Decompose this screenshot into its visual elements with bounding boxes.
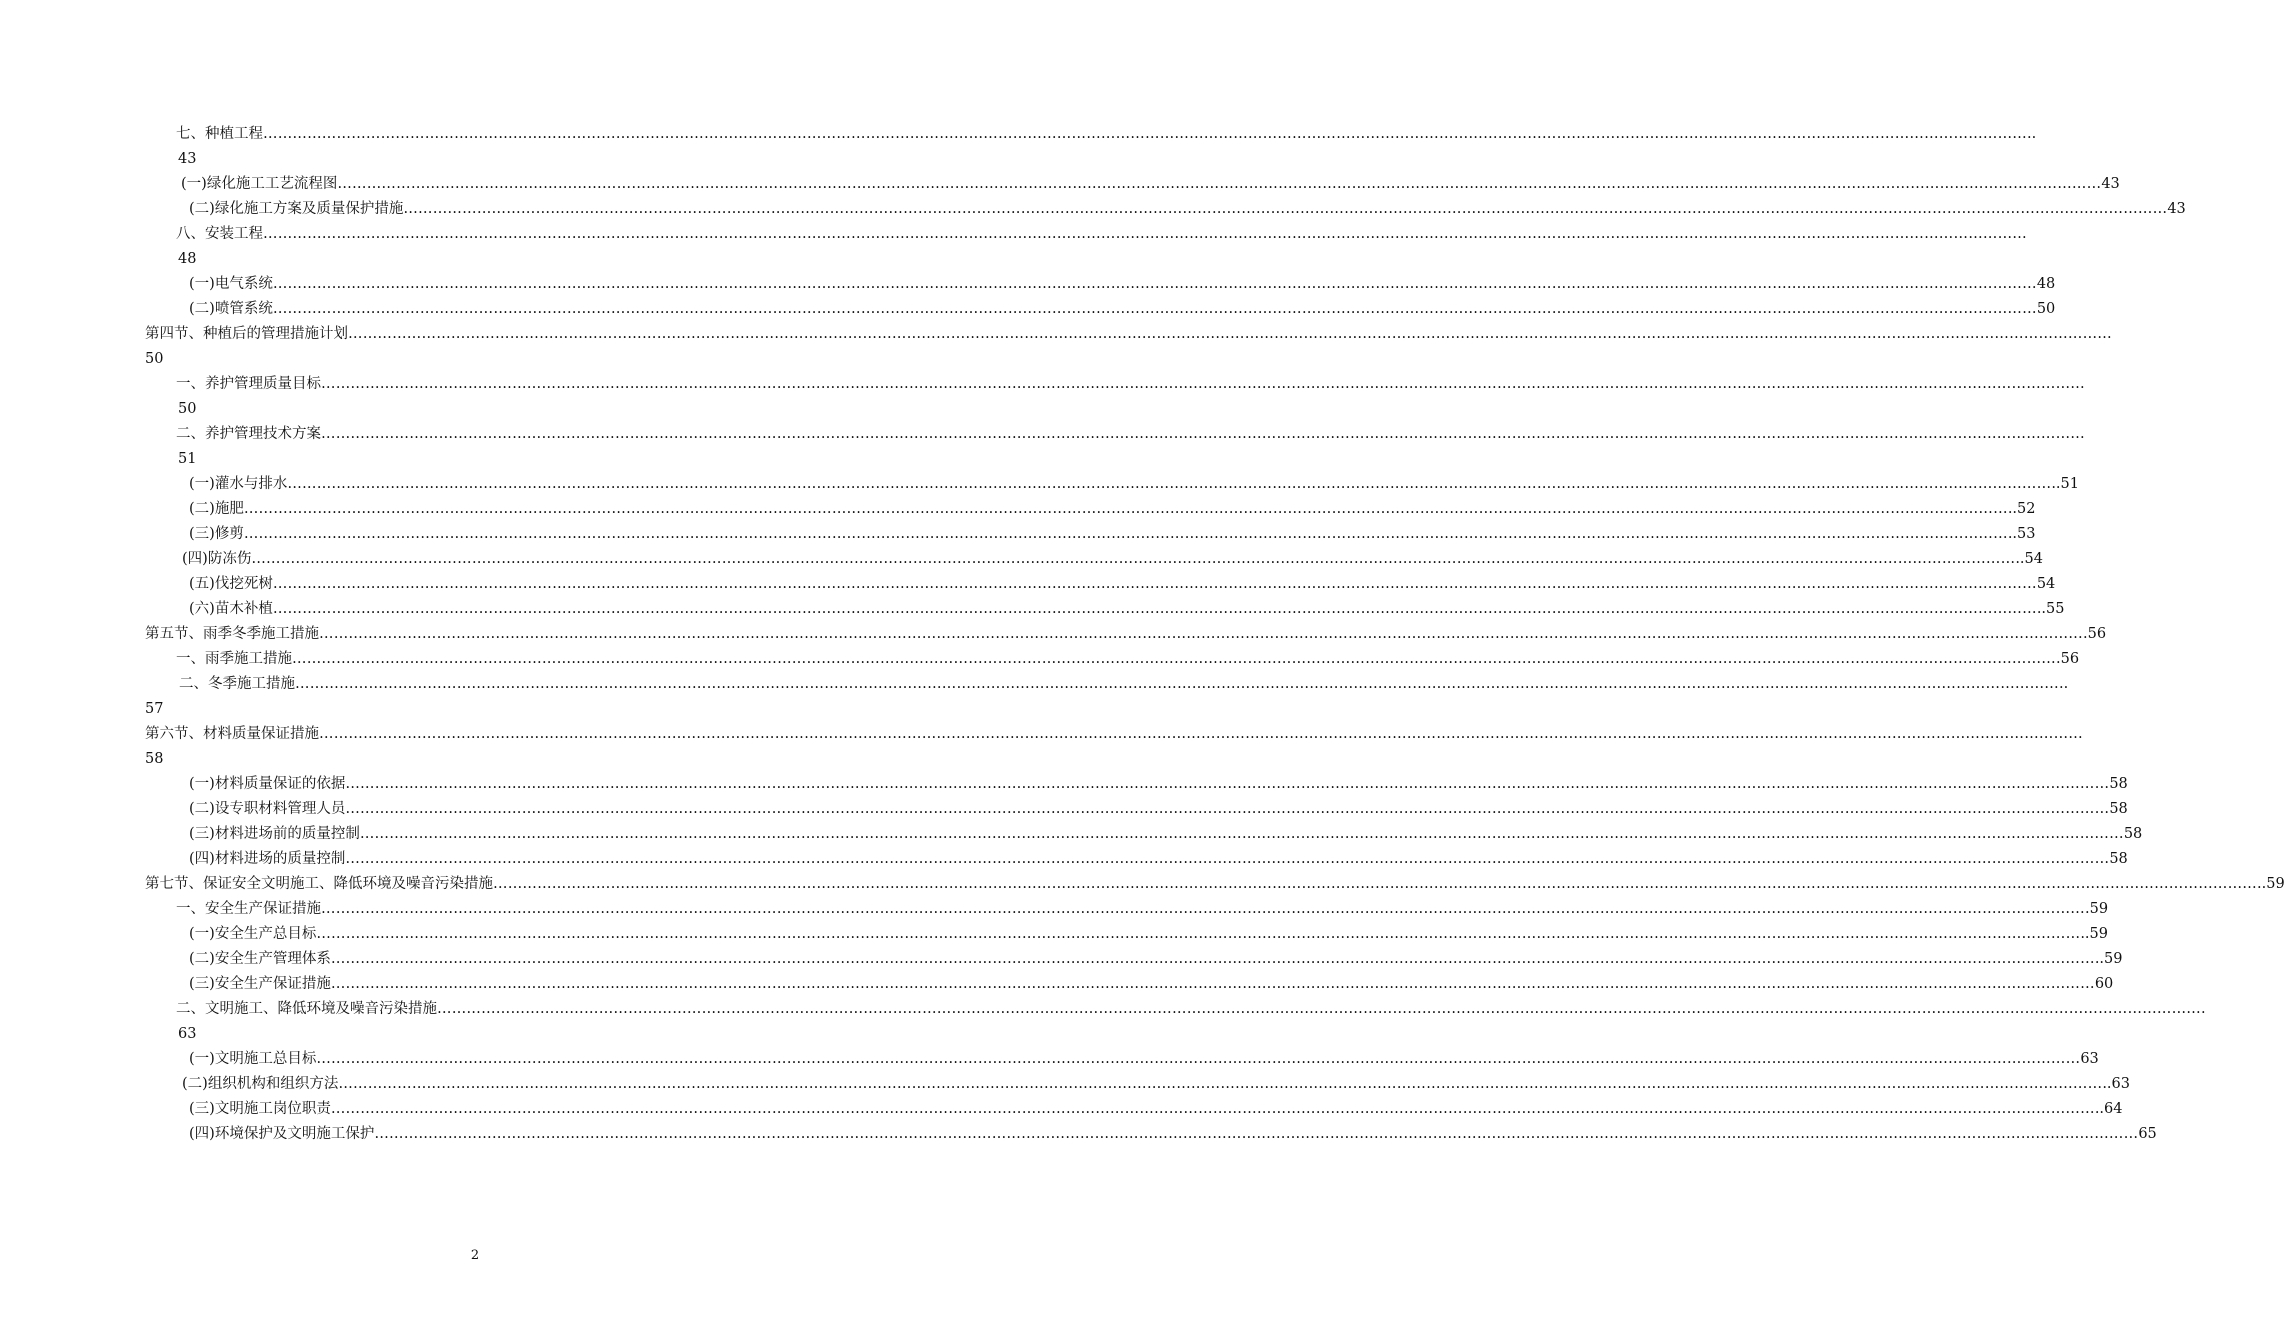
toc-entry[interactable] [189,597,2065,622]
toc-entry-page: .. [2027,126,2037,142]
toc-entry-page-wrapped: 50 [178,401,197,417]
toc-entry-page: 43 [2167,201,2186,217]
toc-leader-dots: ……………………………………………………………………………………………………………………………………………………………………………………………………………………………………………………………………………………………………………………………… [345,801,2110,817]
toc-entry-page-wrapped: 50 [145,351,164,367]
toc-leader-dots: ……………………………………………………………………………………………………………………………………………………………………………………………………………………………………………………………………………………………………………………………… [272,576,2037,592]
toc-leader-dots: ……………………………………………………………………………………………………………………………………………………………………………………………………………………………………………………………………………………………………………………………… [330,951,2095,967]
toc-leader-dots: ……………………………………………………………………………………………………………………………………………………………………………………………………………………………………………………………………………………………………………………………… [359,826,2124,842]
toc-entry-page: ..59 [2080,926,2108,942]
toc-entry[interactable] [176,647,2080,672]
toc-entry-page: ..55 [2036,601,2065,617]
toc-leader-dots: ……………………………………………………………………………………………………………………………………………………………………………………………………………………………………………………………………………………………………………………………… [374,1126,2139,1142]
toc-entry[interactable] [176,122,2037,147]
toc-entry-page: 58 [2109,776,2128,792]
toc-entry[interactable] [176,897,2109,922]
toc-entry[interactable] [189,197,2186,222]
toc-entry-page: ..64 [2094,1101,2123,1117]
toc-entry-page-wrapped: 43 [178,151,197,167]
page-number: 2 [470,1248,480,1263]
toc-entry-title: (一)灌水与排水 [189,476,288,492]
toc-entry[interactable] [189,497,2036,522]
toc-entry-title: (六)苗木补植 [189,601,273,617]
toc-entry-title: 第四节、种植后的管理措施计划 [145,326,348,342]
toc-entry[interactable] [145,622,2107,647]
toc-entry-page: .56 [2056,651,2080,667]
toc-entry-page-wrapped: 57 [145,701,164,717]
toc-entry[interactable] [176,372,2085,397]
toc-entry-page-wrapped: 51 [178,451,197,467]
toc-entry[interactable] [181,172,2120,197]
toc-leader-dots: ……………………………………………………………………………………………………………………………………………………………………………………………………………………………………………………………………………………………………………………………… [403,201,2168,217]
toc-entry-page-wrapped: 48 [178,251,197,267]
toc-entry-title: 二、冬季施工措施 [179,676,295,692]
toc-leader-dots: ……………………………………………………………………………………………………………………………………………………………………………………………………………………………………………………………………………………………………………………………… [272,601,2037,617]
toc-entry-title: 第六节、材料质量保证措施 [145,726,319,742]
toc-entry-title: (二)组织机构和组织方法 [182,1076,339,1092]
toc-entry-page-wrapped: 58 [145,751,164,767]
toc-entry-page: 48 [2036,276,2056,292]
toc-entry-title: (三)修剪 [189,526,244,542]
toc-entry-page: 43 [2101,176,2120,192]
toc-leader-dots: ……………………………………………………………………………………………………………………………………………………………………………………………………………………………………………………………………………………………………………………………… [345,851,2110,867]
toc-entry-page: 58 [2109,801,2128,817]
toc-entry-title: (三)安全生产保证措施 [189,976,331,992]
toc-leader-dots: ……………………………………………………………………………………………………………………………………………………………………………………………………………………………………………………………………………………………………………………………… [287,476,2052,492]
toc-entry-page: .59 [2085,901,2109,917]
toc-leader-dots: ……………………………………………………………………………………………………………………………………………………………………………………………………………………………………………………………………………………………………………………………… [338,1076,2103,1092]
toc-entry-page: ..63 [2102,1076,2130,1092]
toc-leader-dots: ……………………………………………………………………………………………………………………………………………………………………………………………………………………………………………………………………………………………………………………………… [292,651,2056,667]
toc-leader-dots: ……………………………………………………………………………………………………………………………………………………………………………………………………………………………………………………………………………………………………………………………… [437,1001,2201,1017]
toc-entry[interactable] [189,272,2056,297]
toc-entry[interactable] [145,722,2083,747]
toc-entry-title: (二)绿化施工方案及质量保护措施 [189,201,404,217]
toc-entry[interactable] [189,922,2108,947]
toc-leader-dots: ……………………………………………………………………………………………………………………………………………………………………………………………………………………………………………………………………………………………………………………………… [321,901,2085,917]
toc-leader-dots: ……………………………………………………………………………………………………………………………………………………………………………………………………………………………………………………………………………………………………………………………… [263,226,2027,242]
toc-entry-page: 58 [2109,851,2128,867]
toc-leader-dots: ……………………………………………………………………………………………………………………………………………………………………………………………………………………………………………………………………………………………………………………………… [319,726,2083,742]
toc-entry-title: 一、雨季施工措施 [176,651,292,667]
toc-entry-title: 第七节、保证安全文明施工、降低环境及噪音污染措施 [145,876,493,892]
toc-entry[interactable] [176,997,2206,1022]
toc-leader-dots: ……………………………………………………………………………………………………………………………………………………………………………………………………………………………………………………………………………………………………………………………… [493,876,2257,892]
toc-entry-page: ..59 [2094,951,2123,967]
toc-entry-page: ..52 [2007,501,2036,517]
toc-entry-page: 58 [2123,826,2143,842]
toc-entry-title: (三)材料进场前的质量控制 [189,826,360,842]
toc-entry[interactable] [176,222,2027,247]
toc-entry[interactable] [189,472,2079,497]
toc-entry[interactable] [189,1047,2099,1072]
toc-leader-dots: ……………………………………………………………………………………………………………………………………………………………………………………………………………………………………………………………………………………………………………………………… [243,526,2008,542]
toc-entry-title: (一)安全生产总目标 [189,926,317,942]
toc-entry-page: .56 [2083,626,2107,642]
toc-entry-page: ..59 [2257,876,2285,892]
toc-entry[interactable] [189,1097,2123,1122]
toc-leader-dots: ……………………………………………………………………………………………………………………………………………………………………………………………………………………………………………………………………………………………………………………………… [243,501,2008,517]
toc-leader-dots: ……………………………………………………………………………………………………………………………………………………………………………………………………………………………………………………………………………………………………………………………… [321,426,2085,442]
toc-entry-page: ..53 [2007,526,2036,542]
toc-entry[interactable] [189,847,2128,872]
toc-entry-title: (一)绿化施工工艺流程图 [181,176,338,192]
toc-entry[interactable] [179,672,2069,697]
toc-entry-title: (一)材料质量保证的依据 [189,776,346,792]
toc-leader-dots: ……………………………………………………………………………………………………………………………………………………………………………………………………………………………………………………………………………………………………………………………… [251,551,2016,567]
toc-entry-title: (二)设专职材料管理人员 [189,801,346,817]
toc-entry-title: (一)电气系统 [189,276,273,292]
toc-entry-title: 八、安装工程 [176,226,263,242]
toc-leader-dots: ……………………………………………………………………………………………………………………………………………………………………………………………………………………………………………………………………………………………………………………………… [272,276,2037,292]
toc-entry-title: (四)防冻伤 [182,551,252,567]
toc-entry-page: 60 [2094,976,2114,992]
toc-entry[interactable] [176,422,2085,447]
toc-entry[interactable] [189,972,2114,997]
toc-entry-title: (二)施肥 [189,501,244,517]
toc-leader-dots: ……………………………………………………………………………………………………………………………………………………………………………………………………………………………………………………………………………………………………………………………… [272,301,2037,317]
toc-leader-dots: ……………………………………………………………………………………………………………………………………………………………………………………………………………………………………………………………………………………………………………………………… [321,376,2085,392]
toc-leader-dots: ……………………………………………………………………………………………………………………………………………………………………………………………………………………………………………………………………………………………………………………………… [330,976,2095,992]
toc-entry-title: 一、安全生产保证措施 [176,901,321,917]
toc-leader-dots: ……………………………………………………………………………………………………………………………………………………………………………………………………………………………………………………………………………………………………………………………… [345,776,2110,792]
toc-leader-dots: ……………………………………………………………………………………………………………………………………………………………………………………………………………………………………………………………………………………………………………………………… [348,326,2112,342]
toc-entry-title: (一)文明施工总目标 [189,1051,317,1067]
toc-entry-page: . [2201,1001,2206,1017]
toc-entry-page: 65 [2138,1126,2157,1142]
toc-entry-title: (四)环境保护及文明施工保护 [189,1126,375,1142]
toc-entry-title: 一、养护管理质量目标 [176,376,321,392]
toc-entry-page: 63 [2080,1051,2099,1067]
toc-entry-title: 二、文明施工、降低环境及噪音污染措施 [176,1001,437,1017]
toc-entry[interactable] [182,1072,2130,1097]
toc-entry[interactable] [189,772,2128,797]
toc-entry-title: (四)材料进场的质量控制 [189,851,346,867]
toc-entry-title: 二、养护管理技术方案 [176,426,321,442]
toc-leader-dots: ……………………………………………………………………………………………………………………………………………………………………………………………………………………………………………………………………………………………………………………………… [316,1051,2081,1067]
toc-entry[interactable] [189,522,2036,547]
toc-entry-title: (二)安全生产管理体系 [189,951,331,967]
toc-entry-page-wrapped: 63 [178,1026,197,1042]
toc-leader-dots: ……………………………………………………………………………………………………………………………………………………………………………………………………………………………………………………………………………………………………………………………… [337,176,2102,192]
toc-entry[interactable] [189,822,2143,847]
toc-entry[interactable] [145,872,2285,897]
toc-entry-page: ..51 [2051,476,2079,492]
toc-entry-title: 七、种植工程 [176,126,263,142]
toc-leader-dots: ……………………………………………………………………………………………………………………………………………………………………………………………………………………………………………………………………………………………………………………………… [330,1101,2095,1117]
toc-entry[interactable] [145,322,2112,347]
toc-entry-page: ..54 [2015,551,2043,567]
toc-entry-title: (二)喷管系统 [189,301,273,317]
toc-entry[interactable] [182,547,2043,572]
toc-leader-dots: ……………………………………………………………………………………………………………………………………………………………………………………………………………………………………………………………………………………………………………………………… [295,676,2059,692]
toc-leader-dots: ……………………………………………………………………………………………………………………………………………………………………………………………………………………………………………………………………………………………………………………………… [263,126,2027,142]
toc-entry-title: (三)文明施工岗位职责 [189,1101,331,1117]
toc-entry[interactable] [189,572,2056,597]
toc-entry[interactable] [189,1122,2157,1147]
toc-entry-title: (五)伐挖死树 [189,576,273,592]
toc-leader-dots: ……………………………………………………………………………………………………………………………………………………………………………………………………………………………………………………………………………………………………………………………… [316,926,2081,942]
toc-entry-title: 第五节、雨季冬季施工措施 [145,626,319,642]
toc-entry-page: 54 [2036,576,2056,592]
toc-entry-page: 50 [2036,301,2056,317]
toc-entry[interactable] [189,947,2123,972]
toc-leader-dots: ……………………………………………………………………………………………………………………………………………………………………………………………………………………………………………………………………………………………………………………………… [319,626,2083,642]
toc-entry[interactable] [189,297,2056,322]
toc-entry[interactable] [189,797,2128,822]
toc-entry-page: .. [2059,676,2069,692]
